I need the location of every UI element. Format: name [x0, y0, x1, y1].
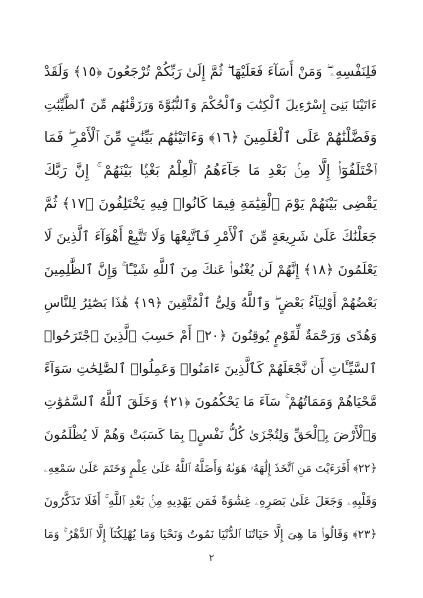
text-line: وَهُدًى وَرَحْمَةٌ لِّقَوْمٍ يُوقِنُونَ ﴿٢٠﴾ أَمْ حَسِبَ ٱلَّذِينَ ٱجْتَرَحُوا۟ [44, 329, 377, 344]
text-line: يَقْضِى بَيْنَهُمْ يَوْمَ ٱلْقِيَٰمَةِ فِيمَا كَانُوا۟ فِيهِ يَخْتَلِفُونَ ﴿١٧﴾ ثُمَّ [44, 196, 377, 212]
text-line: جَعَلْنَٰكَ عَلَىٰ شَرِيعَةٍ مِّنَ ٱلْأَمْرِ فَٱتَّبِعْهَا وَلَا تَتَّبِعْ أَهْوَآءَ ٱلَّذِينَ لَا [44, 229, 377, 245]
text-line: ﴿٢٣﴾ وَقَالُوا۟ مَا هِىَ إِلَّا حَيَاتُنَا ٱلدُّنْيَا نَمُوتُ وَنَحْيَا وَمَا يُهْلِكُنَآ إِلَّا ٱلدَّهْرُ ۚ وَمَا [44, 527, 377, 541]
text-line: ٱخْتَلَفُوٓا۟ إِلَّا مِنۢ بَعْدِ مَا جَآءَهُمُ ٱلْعِلْمُ بَغْيًۢا بَيْنَهُمْ ۚ إِنَّ رَبَّكَ [44, 163, 377, 179]
text-line: ءَاتَيْنَا بَنِىٓ إِسْرَٰٓءِيلَ ٱلْكِتَٰبَ وَٱلْحُكْمَ وَٱلنُّبُوَّةَ وَرَزَقْنَٰهُم مِّنَ ٱلطَّيِّبَٰتِ [44, 98, 377, 113]
page-number: ٢ [208, 553, 215, 564]
text-line: فَلِنَفْسِهِۦ ۖ وَمَنْ أَسَآءَ فَعَلَيْهَا ۖ ثُمَّ إِلَىٰ رَبِّكُمْ تُرْجَعُونَ ﴿١٥﴾ وَلَقَدْ [44, 64, 377, 80]
text-line: مَّحْيَاهُمْ وَمَمَاتُهُمْ ۚ سَآءَ مَا يَحْكُمُونَ ﴿٢١﴾ وَخَلَقَ ٱللَّهُ ٱلسَّمَٰوَٰتِ [44, 395, 377, 410]
verse-text-block [44, 56, 377, 551]
text-line: وَفَضَّلْنَٰهُمْ عَلَى ٱلْعَٰلَمِينَ ﴿١٦﴾ وَءَاتَيْنَٰهُم بَيِّنَٰتٍ مِّنَ ٱلْأَمْرِ ۖ فَمَا [44, 130, 377, 146]
text-line: ٱلسَّيِّـَٔاتِ أَن نَّجْعَلَهُمْ كَٱلَّذِينَ ءَامَنُوا۟ وَعَمِلُوا۟ ٱلصَّٰلِحَٰتِ سَوَآءً [44, 362, 377, 377]
text-line: يَعْلَمُونَ ﴿١٨﴾ إِنَّهُمْ لَن يُغْنُوا۟ عَنكَ مِنَ ٱللَّهِ شَيْـًٔا ۚ وَإِنَّ ٱلظَّٰلِمِينَ [44, 263, 377, 278]
text-line: بَعْضُهُمْ أَوْلِيَآءُ بَعْضٍ ۖ وَٱللَّهُ وَلِىُّ ٱلْمُتَّقِينَ ﴿١٩﴾ هَٰذَا بَصَٰٓئِرُ لِلنَّاسِ [44, 296, 377, 311]
text-line: ﴿٢٢﴾ أَفَرَءَيْتَ مَنِ ٱتَّخَذَ إِلَٰهَهُۥ هَوَىٰهُ وَأَضَلَّهُ ٱللَّهُ عَلَىٰ عِلْمٍ وَخَتَمَ عَلَىٰ سَمْعِهِۦ [44, 462, 377, 475]
text-line: وَٱلْأَرْضَ بِٱلْحَقِّ وَلِتُجْزَىٰ كُلُّ نَفْسٍۭ بِمَا كَسَبَتْ وَهُمْ لَا يُظْلَمُونَ [44, 428, 377, 443]
text-line: وَقَلْبِهِۦ وَجَعَلَ عَلَىٰ بَصَرِهِۦ غِشَٰوَةً فَمَن يَهْدِيهِ مِنۢ بَعْدِ ٱللَّهِ ۚ أَفَلَا تَذَكَّرُونَ [44, 494, 377, 508]
